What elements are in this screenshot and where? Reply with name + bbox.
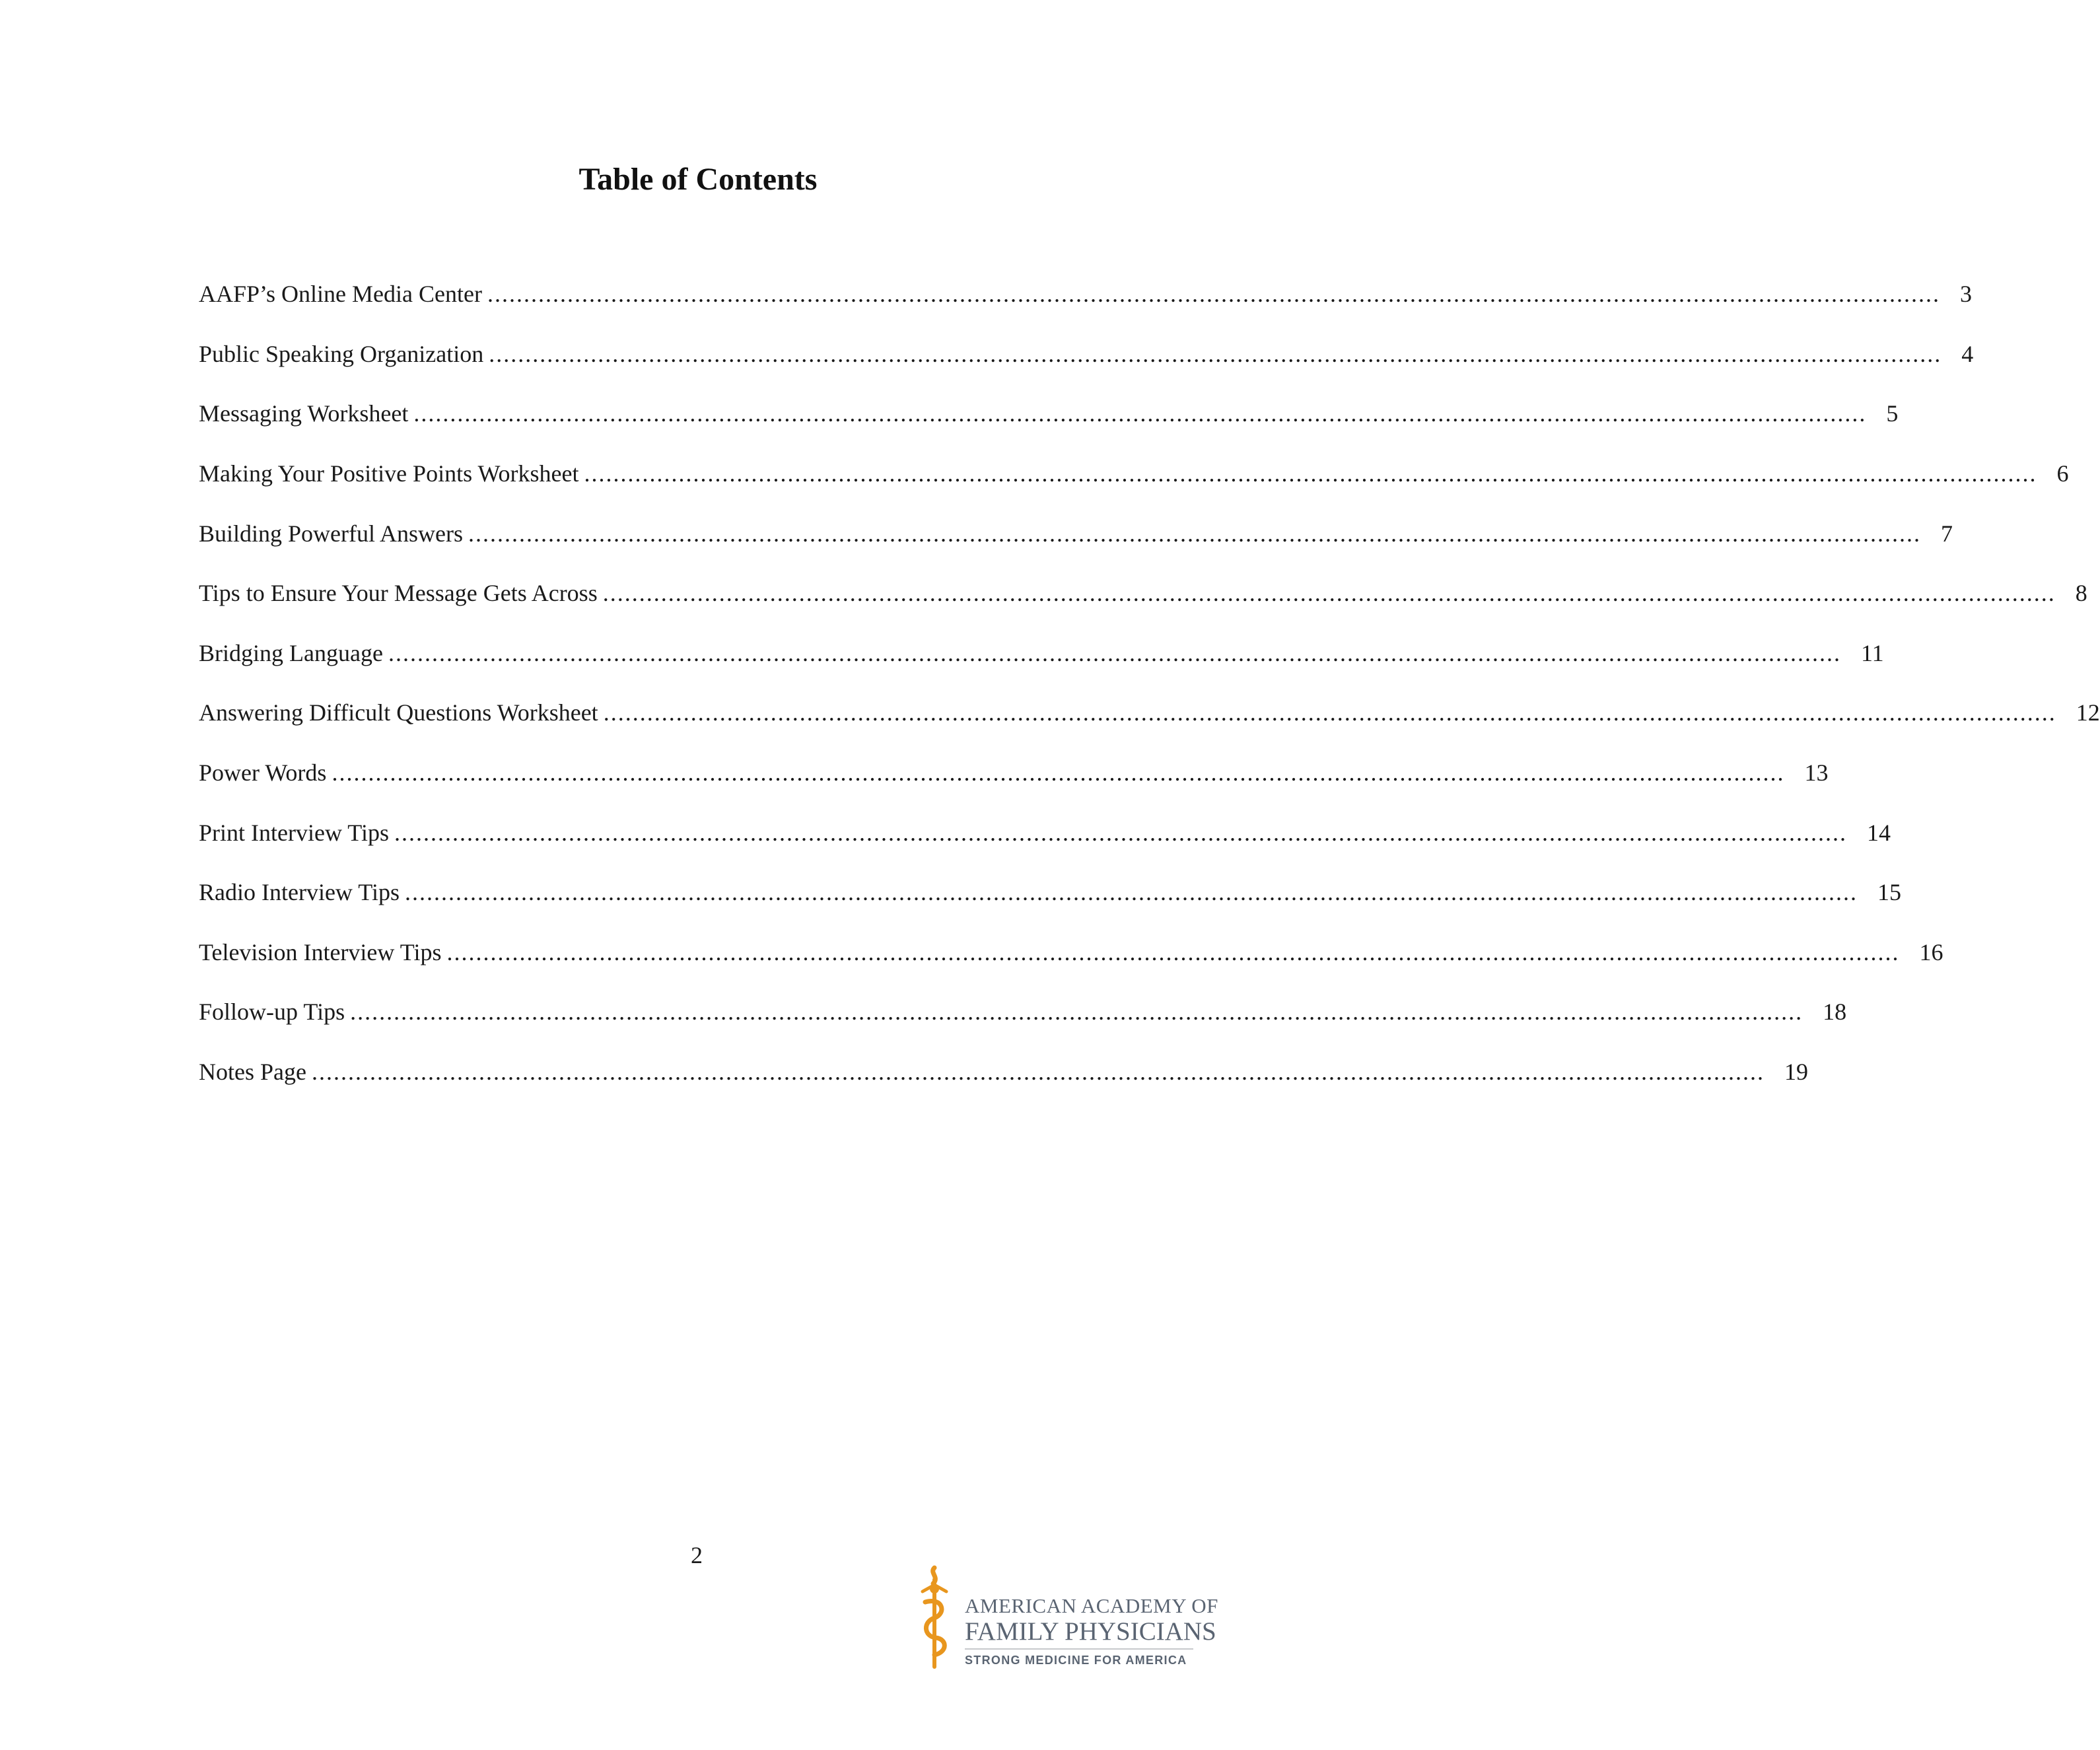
toc-entry-page: 6 [2056,460,2069,487]
dot-leader: ........................................................................................................................................................................................................ [468,520,1921,547]
toc-entry-page: 8 [2075,580,2087,607]
toc-entry-page: 18 [1823,998,1847,1026]
toc-entry-label: Television Interview Tips [199,938,442,965]
toc-entry-label: Answering Difficult Questions Worksheet [199,699,598,726]
toc-entry[interactable] [199,444,2069,504]
toc-entry-label: Building Powerful Answers [199,520,463,547]
toc-entry-page: 5 [1886,400,1899,427]
toc-entry-page: 7 [1941,520,1953,547]
logo-text-line1: AMERICAN ACADEMY OF [965,1594,1218,1617]
toc-entry-page: 11 [1860,639,1884,666]
toc-entry-page: 16 [1919,938,1943,965]
toc-entry-label: Making Your Positive Points Worksheet [199,460,579,487]
toc-entry-label: Bridging Language [199,639,383,666]
dot-leader: ........................................................................................................................................................................................................ [487,281,1940,308]
toc-entry-page: 14 [1867,819,1891,846]
dot-leader: ........................................................................................................................................................................................................ [350,998,1803,1026]
logo-text-line2: FAMILY PHYSICIANS [965,1617,1216,1646]
toc-entry[interactable] [199,982,1847,1042]
toc-entry-page: 4 [1961,340,1974,367]
table-of-contents [199,264,2100,1102]
dot-leader: ........................................................................................................................................................................................................ [489,340,1942,367]
toc-entry[interactable] [199,683,2100,743]
aafp-logo [915,1565,1218,1671]
dot-leader: ........................................................................................................................................................................................................ [311,1059,1765,1086]
dot-leader: ........................................................................................................................................................................................................ [388,639,1841,666]
toc-entry-page: 12 [2076,699,2100,726]
toc-entry-label: Radio Interview Tips [199,879,400,906]
dot-leader: ........................................................................................................................................................................................................ [405,879,1858,906]
toc-entry[interactable] [199,324,1974,384]
toc-entry-page: 13 [1804,759,1829,787]
logo-tagline: STRONG MEDICINE FOR AMERICA [965,1654,1187,1667]
toc-entry-page: 19 [1784,1059,1808,1086]
dot-leader: ........................................................................................................................................................................................................ [584,460,2037,487]
caduceus-icon [915,1565,954,1671]
dot-leader: ........................................................................................................................................................................................................ [603,699,2056,726]
toc-entry[interactable] [199,563,2087,623]
toc-entry-label: Follow-up Tips [199,998,345,1026]
toc-entry-page: 3 [1959,281,1972,308]
toc-entry-label: Messaging Worksheet [199,400,409,427]
toc-entry[interactable] [199,1042,1808,1102]
toc-entry[interactable] [199,384,1899,444]
toc-entry-label: Public Speaking Organization [199,340,484,367]
toc-entry-label: Tips to Ensure Your Message Gets Across [199,580,598,607]
page-title: Table of Contents [578,162,818,197]
toc-entry[interactable] [199,802,1891,862]
logo-divider [965,1648,1193,1650]
dot-leader: ........................................................................................................................................................................................................ [394,819,1848,846]
page-number: 2 [691,1542,703,1568]
toc-entry-label: Notes Page [199,1059,306,1086]
toc-entry[interactable] [199,623,1884,683]
dot-leader: ........................................................................................................................................................................................................ [446,938,1900,965]
toc-entry-label: AAFP’s Online Media Center [199,281,482,308]
dot-leader: ........................................................................................................................................................................................................ [413,400,1867,427]
toc-entry[interactable] [199,743,1829,803]
toc-entry[interactable] [199,862,1902,923]
toc-entry-label: Power Words [199,759,327,787]
dot-leader: ........................................................................................................................................................................................................ [332,759,1785,787]
toc-entry-page: 15 [1877,879,1902,906]
toc-entry[interactable] [199,503,1953,563]
toc-entry-label: Print Interview Tips [199,819,390,846]
dot-leader: ........................................................................................................................................................................................................ [602,580,2056,607]
toc-entry[interactable] [199,923,1943,983]
toc-entry[interactable] [199,264,1972,324]
